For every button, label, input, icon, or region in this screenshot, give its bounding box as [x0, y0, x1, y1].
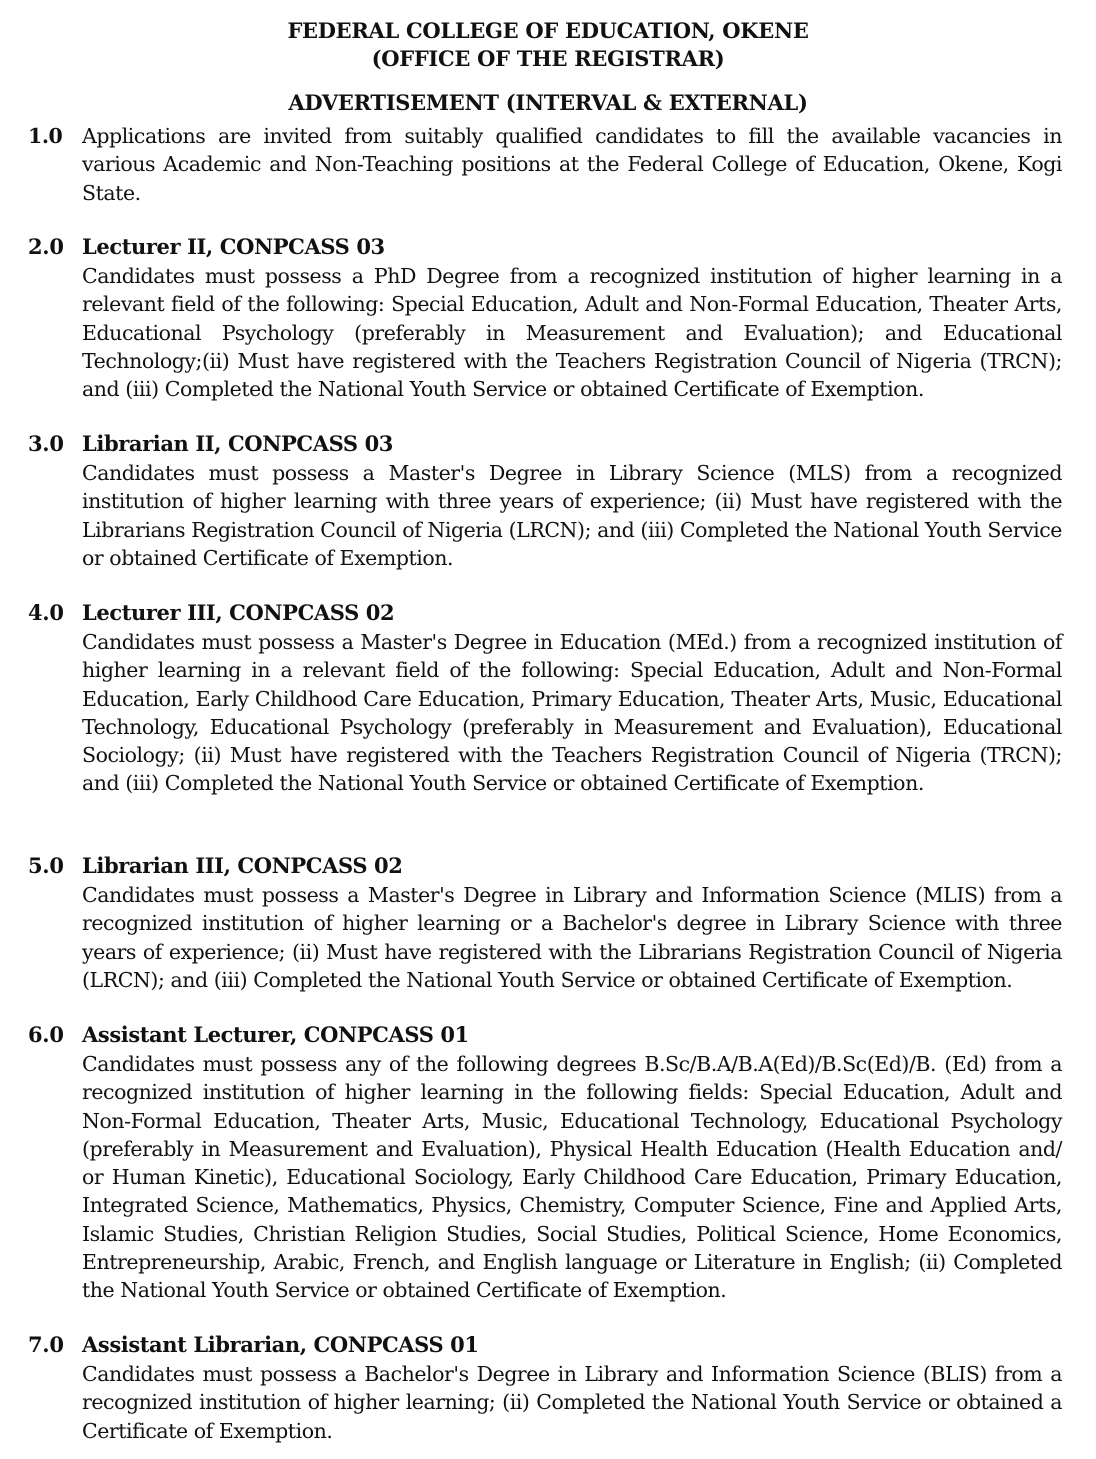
- office-name: (OFFICE OF THE REGISTRAR): [371, 46, 725, 71]
- section-text: Candidates must possess a PhD Degree from a recognized institution of higher learning in a relevant field of the following: Special Education, Adult and Non-Formal Education, Theater Arts, Educational Psychology (preferably in Measurement and Evaluation); and Educational Technology;(ii) Must have registered with the Teachers Registration Council of Nigeria (TRCN); and (iii) Completed the National Youth Service or obtained Certificate of Exemption.: [82, 264, 1062, 402]
- section-number: 2.0: [28, 234, 64, 259]
- section-title: Librarian III, CONPCASS 02: [82, 853, 403, 878]
- section-number: 7.0: [28, 1332, 64, 1357]
- intro-text: Applications are invited from suitably qualified candidates to fill the available vacancies in various Academic and Non-Teaching positions at the Federal College of Education, Okene, Kogi State.: [82, 124, 1062, 205]
- section-text: Candidates must possess any of the following degrees B.Sc/B.A/B.A(Ed)/B.Sc(Ed)/B. (Ed) from a recognized institution of higher learning in the following fields: Special Education, Adult and Non-Formal Education, Theater Arts, Music, Educational Technology, Educational Psychology (preferably in Measurement and Evaluation), Physical Health Education (Health Education and/ or Human Kinetic), Educational Sociology, Early Childhood Care Education, Primary Education, Integrated Science, Mathematics, Physics, Chemistry, Computer Science, Fine and Applied Arts, Islamic Studies, Christian Religion Studies, Social Studies, Political Science, Home Economics, Entrepreneurship, Arabic, French, and English language or Literature in English; (ii) Completed the National Youth Service or obtained Certificate of Exemption.: [82, 1052, 1062, 1303]
- section-number: 4.0: [28, 600, 64, 625]
- intro-paragraph: [28, 122, 1062, 207]
- section-title: Lecturer III, CONPCASS 02: [82, 600, 395, 625]
- intro-number: 1.0: [28, 124, 63, 148]
- section-title: Assistant Librarian, CONPCASS 01: [82, 1332, 479, 1357]
- section-number: 6.0: [28, 1022, 64, 1047]
- institution-name: FEDERAL COLLEGE OF EDUCATION, OKENE: [287, 18, 809, 43]
- section-number: 3.0: [28, 431, 64, 456]
- section-title: Librarian II, CONPCASS 03: [82, 431, 393, 456]
- section-text: Candidates must possess a Master's Degree in Library Science (MLS) from a recognized institution of higher learning with three years of experience; (ii) Must have registered with the Librarians Registration Council of Nigeria (LRCN); and (iii) Completed the National Youth Service or obtained Certificate of Exemption.: [82, 461, 1062, 570]
- section-title: Assistant Lecturer, CONPCASS 01: [82, 1022, 469, 1047]
- advertisement-title: ADVERTISEMENT (INTERVAL & EXTERNAL): [288, 90, 808, 115]
- section-text: Candidates must possess a Bachelor's Degree in Library and Information Science (BLIS) from a recognized institution of higher learning; (ii) Completed the National Youth Service or obtained a Certificate of Exemption.: [82, 1362, 1062, 1443]
- section-text: Candidates must possess a Master's Degree in Education (MEd.) from a recognized institution of higher learning in a relevant field of the following: Special Education, Adult and Non-Formal Education, Early Childhood Care Education, Primary Education, Theater Arts, Music, Educational Technology, Educational Psychology (preferably in Measurement and Evaluation), Educational Sociology; (ii) Must have registered with the Teachers Registration Council of Nigeria (TRCN); and (iii) Completed the National Youth Service or obtained Certificate of Exemption.: [82, 630, 1062, 796]
- section-text: Candidates must possess a Master's Degree in Library and Information Science (MLIS) from a recognized institution of higher learning or a Bachelor's degree in Library Science with three years of experience; (ii) Must have registered with the Librarians Registration Council of Nigeria (LRCN); and (iii) Completed the National Youth Service or obtained Certificate of Exemption.: [82, 883, 1062, 992]
- section-title: Lecturer II, CONPCASS 03: [82, 234, 385, 259]
- section-number: 5.0: [28, 853, 64, 878]
